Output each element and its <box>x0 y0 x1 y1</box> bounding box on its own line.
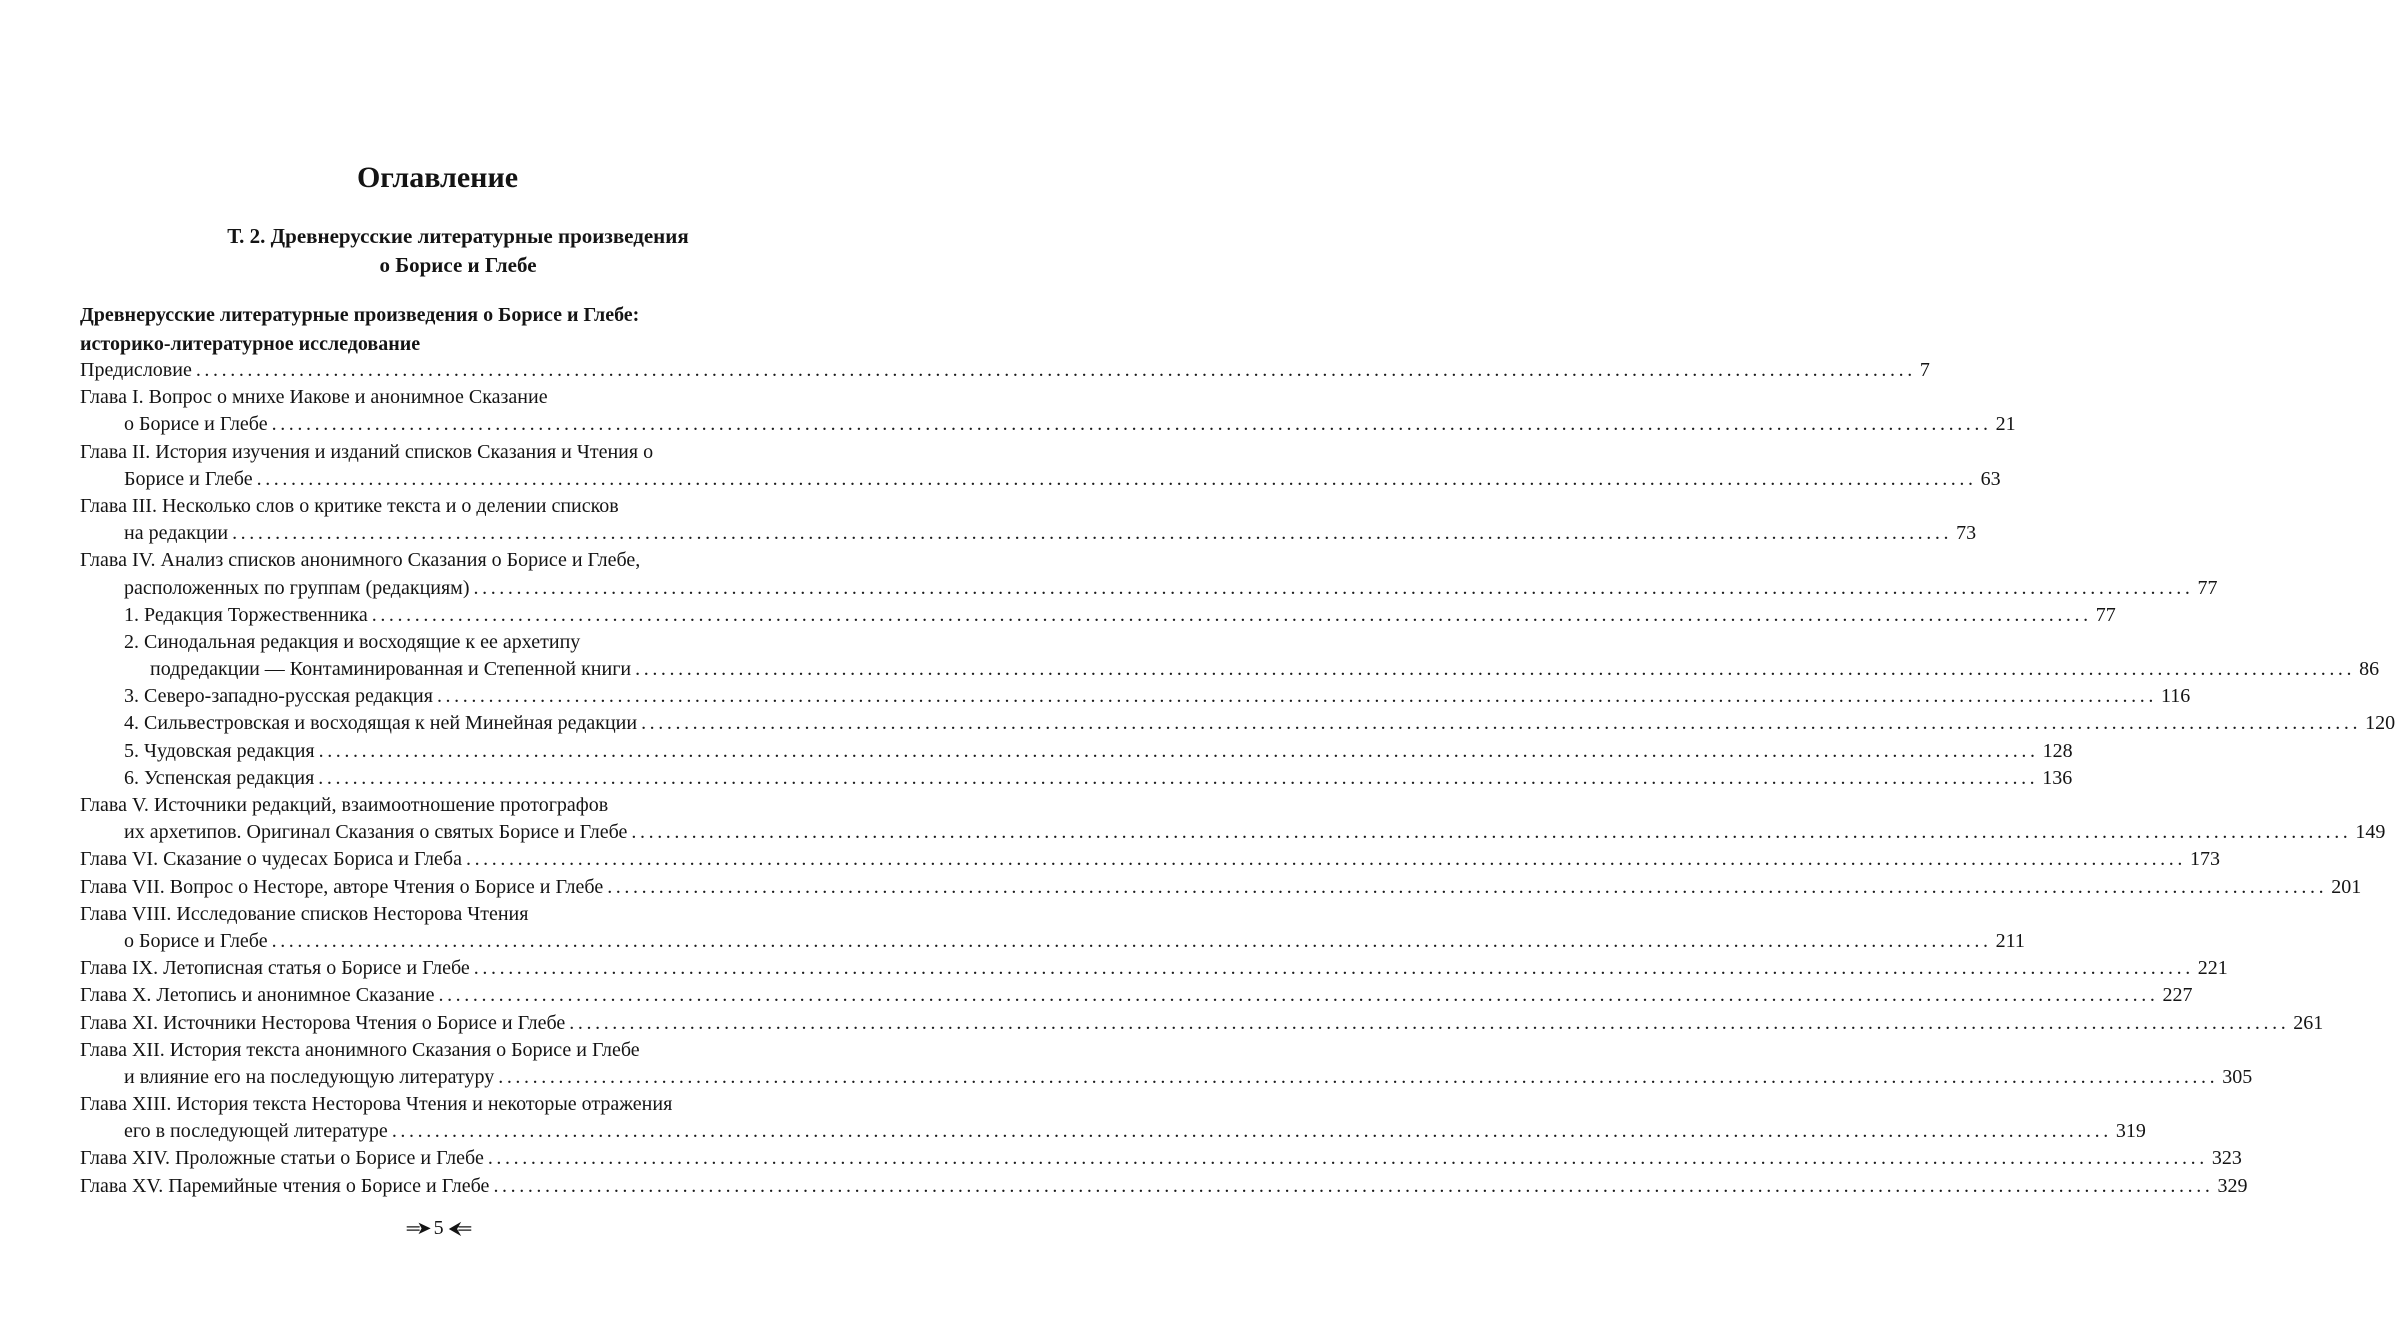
dot-leader: ........................................................................................................................................................................................................ <box>232 522 1953 545</box>
dot-leader: ........................................................................................................................................................................................................ <box>438 984 2159 1007</box>
toc-page-number: 21 <box>1995 413 2016 436</box>
dot-leader: ........................................................................................................................................................................................................ <box>391 1120 2112 1143</box>
toc-page-number: 305 <box>2222 1065 2253 1088</box>
toc-entry-title: Глава XII. История текста анонимного Сказания о Борисе и Глебе <box>80 1038 640 1061</box>
toc-entry-title: 6. Успенская редакция <box>124 766 315 789</box>
toc-entry-title: Глава I. Вопрос о мнихе Иакове и анонимное Сказание <box>80 386 548 409</box>
dot-leader: ........................................................................................................................................................................................................ <box>607 875 2328 898</box>
toc-entry-title: 2. Синодальная редакция и восходящие к ее архетипу <box>124 630 581 653</box>
toc-entry <box>80 955 2228 982</box>
toc-entry <box>80 493 1977 547</box>
dot-leader: ........................................................................................................................................................................................................ <box>271 929 1992 952</box>
toc-entry-title: Глава II. История изучения и изданий списков Сказания и Чтения о <box>80 440 654 463</box>
dot-leader: ........................................................................................................................................................................................................ <box>473 576 2194 599</box>
toc-page-number: 329 <box>2217 1174 2248 1197</box>
toc-page-number: 323 <box>2211 1147 2242 1170</box>
toc-page-number: 63 <box>1980 467 2001 490</box>
dot-leader: ........................................................................................................................................................................................................ <box>436 685 2157 708</box>
page-footer <box>0 1216 875 1240</box>
toc-entry-title: расположенных по группам (редакциям) <box>124 576 470 599</box>
volume-title-line: Т. 2. Древнерусские литературные произведения <box>227 224 689 248</box>
toc-entry-title: Глава IV. Анализ списков анонимного Сказания о Борисе и Глебе, <box>80 549 641 572</box>
toc-entry <box>80 982 2193 1009</box>
toc-entry-title: Глава VI. Сказание о чудесах Бориса и Глеба <box>80 848 462 871</box>
dot-leader: ........................................................................................................................................................................................................ <box>569 1011 2290 1034</box>
dot-leader: ........................................................................................................................................................................................................ <box>318 739 2039 762</box>
toc-entry-title: Глава VIII. Исследование списков Несторова Чтения <box>80 902 529 925</box>
toc-entry-title: 4. Сильвестровская и восходящая к ней Минейная редакции <box>124 712 638 735</box>
toc-entry-title: Глава III. Несколько слов о критике текста и о делении списков <box>80 494 619 517</box>
toc-entry-title: Глава XI. Источники Несторова Чтения о Борисе и Глебе <box>80 1011 566 1034</box>
toc-entry-title: 1. Редакция Торжественника <box>124 603 368 626</box>
dot-leader: ........................................................................................................................................................................................................ <box>631 821 2352 844</box>
toc-entry <box>80 384 2016 438</box>
toc-entry <box>80 357 1930 384</box>
page-title: Оглавление <box>356 161 519 194</box>
toc-entry-title: о Борисе и Глебе <box>124 929 268 952</box>
toc-page-number: 116 <box>2160 685 2191 708</box>
toc-entry <box>80 1037 2253 1091</box>
toc-entry-title: Глава IX. Летописная статья о Борисе и Глебе <box>80 957 470 980</box>
toc-entry-title: о Борисе и Глебе <box>124 413 268 436</box>
toc-entry <box>80 547 2218 601</box>
table-of-contents <box>80 357 2395 1200</box>
dot-leader: ........................................................................................................................................................................................................ <box>371 603 2092 626</box>
toc-entry <box>80 846 2220 873</box>
toc-entry <box>80 710 2395 737</box>
toc-entry <box>80 1173 2248 1200</box>
toc-page-number: 319 <box>2115 1120 2146 1143</box>
page-number: 5 <box>433 1217 444 1239</box>
toc-page-number: 261 <box>2293 1011 2324 1034</box>
toc-entry-title: Глава XIV. Проложные статьи о Борисе и Глебе <box>80 1147 484 1170</box>
toc-page-number: 120 <box>2365 712 2395 735</box>
toc-entry-title: подредакции — Контаминированная и Степенной книги <box>150 658 632 681</box>
dot-leader: ........................................................................................................................................................................................................ <box>465 848 2186 871</box>
toc-entry-title: Глава VII. Вопрос о Несторе, авторе Чтения о Борисе и Глебе <box>80 875 604 898</box>
toc-entry-title: Глава V. Источники редакций, взаимоотношение протографов <box>80 794 609 816</box>
toc-entry <box>80 901 2025 955</box>
toc-page-number: 227 <box>2162 984 2193 1007</box>
dot-leader: ........................................................................................................................................................................................................ <box>641 712 2362 735</box>
toc-page-number: 7 <box>1919 359 1930 381</box>
volume-title-line: о Борисе и Глебе <box>379 253 537 277</box>
dot-leader: ........................................................................................................................................................................................................ <box>195 359 1916 381</box>
toc-page-number: 149 <box>2355 821 2386 844</box>
left-ornament-icon: ═➤ <box>406 1218 429 1238</box>
toc-page-number: 221 <box>2197 957 2228 980</box>
toc-entry-title: Глава XIII. История текста Несторова Чтения и некоторые отражения <box>80 1093 673 1116</box>
toc-entry-title: и влияние его на последующую литературу <box>124 1065 495 1088</box>
toc-entry <box>80 792 2386 846</box>
dot-leader: ........................................................................................................................................................................................................ <box>493 1174 2214 1197</box>
toc-entry <box>80 629 2380 683</box>
toc-entry <box>80 1010 2324 1037</box>
toc-entry-title: Глава X. Летопись и анонимное Сказание <box>80 984 435 1007</box>
section-heading <box>80 301 820 359</box>
toc-entry-title: Борисе и Глебе <box>124 467 253 490</box>
toc-page-number: 73 <box>1956 522 1977 545</box>
toc-entry-title: Глава XV. Паремийные чтения о Борисе и Глебе <box>80 1174 490 1197</box>
dot-leader: ........................................................................................................................................................................................................ <box>473 957 2194 980</box>
toc-entry <box>80 1091 2146 1145</box>
toc-entry <box>80 683 2191 710</box>
section-heading-line: Древнерусские литературные произведения о Борисе и Глебе: <box>80 304 640 326</box>
toc-entry <box>80 874 2362 901</box>
toc-page-number: 211 <box>1995 929 2025 952</box>
toc-entry <box>80 738 2073 765</box>
toc-page-number: 128 <box>2042 739 2073 762</box>
toc-page-number: 77 <box>2095 603 2116 626</box>
toc-entry-title: на редакции <box>124 522 229 545</box>
toc-page-number: 173 <box>2189 848 2220 871</box>
toc-page-number: 201 <box>2331 875 2362 898</box>
toc-entry <box>80 765 2073 792</box>
toc-page-number: 77 <box>2197 576 2218 599</box>
section-heading-line: историко-литературное исследование <box>80 333 421 355</box>
dot-leader: ........................................................................................................................................................................................................ <box>318 766 2039 789</box>
toc-entry <box>80 1145 2242 1172</box>
toc-entry-title: 5. Чудовская редакция <box>124 739 315 762</box>
dot-leader: ........................................................................................................................................................................................................ <box>487 1147 2208 1170</box>
dot-leader: ........................................................................................................................................................................................................ <box>271 413 1992 436</box>
volume-title <box>120 222 796 280</box>
toc-entry-title: их архетипов. Оригинал Сказания о святых Борисе и Глебе <box>124 821 628 844</box>
toc-entry <box>80 439 2001 493</box>
toc-page-number: 86 <box>2359 658 2380 681</box>
toc-entry-title: 3. Северо-западно-русская редакция <box>124 685 433 708</box>
dot-leader: ........................................................................................................................................................................................................ <box>256 467 1977 490</box>
toc-entry <box>80 602 2116 629</box>
toc-entry-title: его в последующей литературе <box>124 1120 388 1143</box>
toc-entry-title: Предисловие <box>80 359 192 381</box>
right-ornament-icon: ⮜═ <box>448 1218 469 1238</box>
dot-leader: ........................................................................................................................................................................................................ <box>498 1065 2219 1088</box>
toc-page-number: 136 <box>2042 766 2073 789</box>
dot-leader: ........................................................................................................................................................................................................ <box>635 658 2356 681</box>
